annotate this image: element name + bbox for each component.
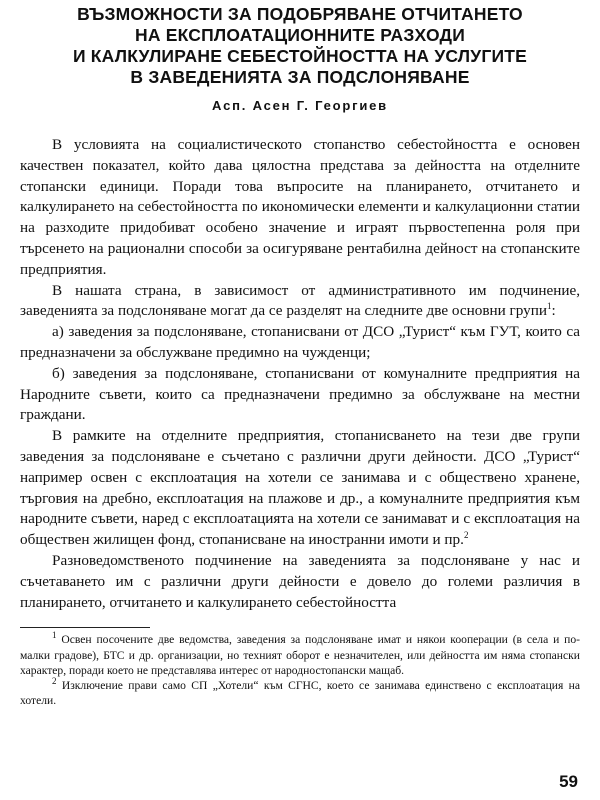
author-line: Асп. Асен Г. Георгиев [212, 98, 388, 113]
article-body [20, 135, 580, 613]
title-line-3: И КАЛКУЛИРАНЕ СЕБЕСТОЙНОСТТА НА УСЛУГИТЕ [72, 46, 528, 66]
page-number: 59 [559, 772, 578, 791]
footnote-ref-1: 1 [547, 301, 552, 312]
article-title [20, 4, 580, 88]
footnote-2-text: Изключение прави само СП „Хотели“ към СГНС, което се занимава единствено с експлоатация на хотели. [20, 678, 580, 708]
paragraph-2 [20, 281, 580, 323]
footnote-1 [20, 632, 580, 678]
paragraph-4: б) заведения за подслоняване, стопанисвани от комуналните предприятия на Народните съвети, които са предназначени предимно за обслужване на местни граждани. [20, 364, 580, 424]
title-line-2: НА ЕКСПЛОАТАЦИОННИТЕ РАЗХОДИ [135, 25, 465, 45]
paragraph-2-text: В нашата страна, в зависимост от административното им подчинение, заведенията за подслоняване могат да се разделят на следните две основни групи [20, 281, 580, 320]
footnote-1-text: Освен посочените две ведомства, заведения за подслоняване имат и някои кооперации (в села и по-малки градове), БТС и др. организации, но техният оборот е незначителен, или дейността им няма стопански характер, поради което не представлява интерес от народностопански мащаб. [20, 633, 580, 677]
title-line-1: ВЪЗМОЖНОСТИ ЗА ПОДОБРЯВАНЕ ОТЧИТАНЕТО [77, 4, 523, 24]
paragraph-1: В условията на социалистическото стопанство себестойността е основен качествен показател, който дава цялостна представа за дейността на отделните стопански единици. Поради това въпросите на планирането, отчитането и калкулирането на себестойността по икономически елементи и калкулационни статии на разходите придобиват особено значение и играят първостепенна роля при търсенето на рационални способи за осигуряване рентабилна дейност на стопанските предприятия. [20, 136, 580, 278]
footnote-ref-2: 2 [463, 530, 469, 541]
footnote-1-mark: 1 [52, 630, 57, 641]
paragraph-5 [20, 426, 580, 551]
paragraph-5-text: В рамките на отделните предприятия, стопанисването на тези две групи заведения за подслоняване е съчетано с различни други дейности. ДСО „Турист“ например освен с експлоатация на хотели се занимава и с обществено хранене, търговия на дребно, експлоатация на плажове и др., а комуналните предприятия към народните съвети, наред с експлоатацията на хотели се занимават и с експлоатация на обществен жилищен фонд, стопанисване на иностранни имоти и пр. [20, 427, 580, 549]
paragraph-6: Разноведомственото подчинение на заведенията за подслоняване у нас и съчетаването им с различни други дейности е довело до големи различия в планирането, отчитането и калкулирането себестойността [20, 551, 580, 611]
footnote-divider [20, 627, 150, 628]
paragraph-2-end: : [551, 302, 556, 320]
title-line-4: В ЗАВЕДЕНИЯТА ЗА ПОДСЛОНЯВАНЕ [130, 67, 470, 87]
paragraph-3: а) заведения за подслоняване, стопанисвани от ДСО „Турист“ към ГУТ, които са предназначени за обслужване предимно на чужденци; [20, 323, 580, 361]
footnote-2 [20, 678, 580, 708]
footnotes [20, 632, 580, 708]
footnote-2-mark: 2 [52, 676, 57, 687]
